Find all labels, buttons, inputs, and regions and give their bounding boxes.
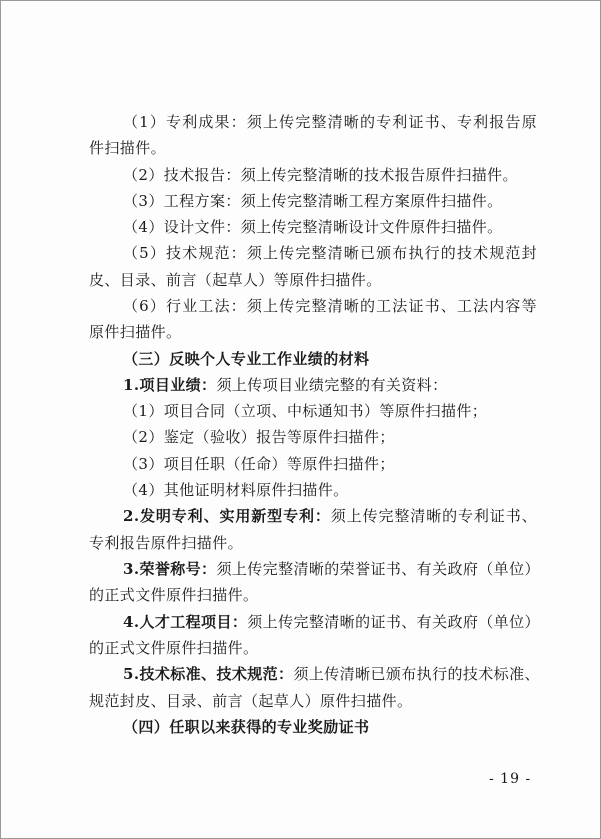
project-appointment-line: （3）项目任职（任命）等原件扫描件； <box>123 455 395 473</box>
industry-method-line-cont: 原件扫描件。 <box>89 323 182 341</box>
appraisal-report-line: （2）鉴定（验收）报告等原件扫描件； <box>123 428 395 446</box>
other-proof-line: （4）其他证明材料原件扫描件。 <box>123 481 349 499</box>
design-file-line: （4）设计文件：须上传完整清晰设计文件原件扫描件。 <box>123 218 503 236</box>
project-contract-line: （1）项目合同（立项、中标通知书）等原件扫描件； <box>123 402 488 420</box>
tech-spec-line-cont: 皮、目录、前言（起草人）等原件扫描件。 <box>89 271 382 289</box>
tech-spec-line: （5）技术规范：须上传完整清晰已颁布执行的技术规范封 <box>123 244 537 262</box>
tech-standard-text: 须上传清晰已颁布执行的技术标准、 <box>293 665 540 683</box>
project-performance-text: 须上传项目业绩完整的有关资料： <box>216 376 448 394</box>
tech-standard-line <box>123 665 540 683</box>
honor-title-label: 3.荣誉称号： <box>123 560 217 578</box>
honor-title-line <box>123 560 540 578</box>
tech-report-line: （2）技术报告：须上传完整清晰的技术报告原件扫描件。 <box>123 166 518 184</box>
page-number: - 19 - <box>489 771 532 787</box>
honor-title-text: 须上传完整清晰的荣誉证书、有关政府（单位） <box>216 560 540 578</box>
invention-patent-line-cont: 专利报告原件扫描件。 <box>89 534 244 552</box>
patent-result-line-cont: 件扫描件。 <box>89 139 167 157</box>
section-heading-4: （四）任职以来获得的专业奖励证书 <box>123 718 370 736</box>
honor-title-line-cont: 的正式文件原件扫描件。 <box>89 586 259 604</box>
talent-project-label: 4.人才工程项目： <box>123 613 248 631</box>
patent-result-line: （1）专利成果：须上传完整清晰的专利证书、专利报告原 <box>123 113 537 131</box>
talent-project-text: 须上传完整清晰的证书、有关政府（单位） <box>247 613 540 631</box>
industry-method-line: （6）行业工法：须上传完整清晰的工法证书、工法内容等 <box>123 297 537 315</box>
invention-patent-text: 须上传完整清晰的专利证书、 <box>330 507 537 525</box>
invention-patent-label: 2.发明专利、实用新型专利： <box>123 507 331 525</box>
tech-standard-label: 5.技术标准、技术规范： <box>123 665 294 683</box>
project-performance-label: 1.项目业绩： <box>123 376 217 394</box>
engineering-plan-line: （3）工程方案：须上传完整清晰工程方案原件扫描件。 <box>123 192 503 210</box>
project-performance-line <box>123 376 447 394</box>
invention-patent-line <box>123 507 537 525</box>
talent-project-line-cont: 的正式文件原件扫描件。 <box>89 639 259 657</box>
section-heading-3: （三）反映个人专业工作业绩的材料 <box>123 350 370 368</box>
talent-project-line <box>123 613 540 631</box>
tech-standard-line-cont: 规范封皮、目录、前言（起草人）原件扫描件。 <box>89 692 413 710</box>
